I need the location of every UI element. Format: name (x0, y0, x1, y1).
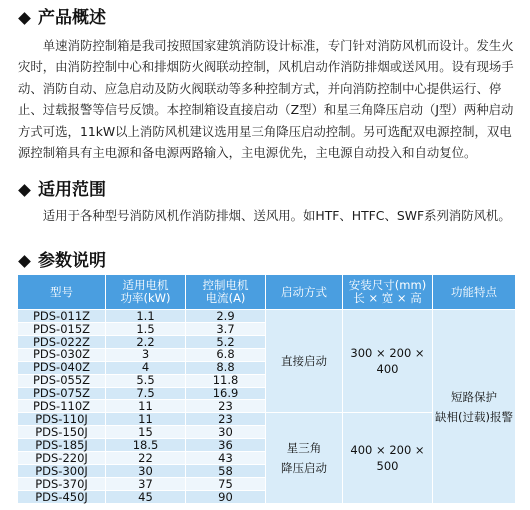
header-install-size: 安装尺寸(mm) 长 × 宽 × 高 (343, 275, 433, 310)
cell-power: 5.5 (106, 374, 186, 387)
cell-install-size-z: 300 × 200 × 400 (343, 310, 433, 413)
cell-model: PDS-450J (18, 490, 106, 503)
cell-power: 30 (106, 465, 186, 478)
cell-power: 7.5 (106, 387, 186, 400)
cell-start-mode-direct: 直接启动 (266, 310, 343, 413)
cell-current: 5.2 (186, 335, 266, 348)
cell-power: 45 (106, 490, 186, 503)
cell-install-size-j: 400 × 200 × 500 (343, 413, 433, 504)
params-heading (16, 250, 106, 272)
cell-model: PDS-055Z (18, 374, 106, 387)
table-header-row (18, 275, 516, 310)
cell-feature: 短路保护 缺相(过载)报警 (433, 310, 516, 504)
cell-model: PDS-011Z (18, 310, 106, 323)
cell-power: 15 (106, 426, 186, 439)
cell-model: PDS-030Z (18, 348, 106, 361)
overview-paragraph: 单速消防控制箱是我司按照国家建筑消防设计标准，专门针对消防风机而设计。发生火灾时，由消防控制中心和排烟防火阀联动控制，风机启动作消防排烟或送风用。设有现场手动、消防自动、应急启动及防火阀联动等多种控制方式，并向消防控制中心提供运行、停止、过载报警等信号反馈。本控制箱设直接启动（Z型）和星三角降压启动（J型）两种启动方式可选，11kW以上消防风机建议选用星三角降压启动控制。另可选配双电源控制，双电源控制箱具有主电源和备电源两路输入，主电源优先，主电源自动投入和自动复位。 (18, 38, 514, 161)
cell-current: 2.9 (186, 310, 266, 323)
cell-model: PDS-220J (18, 452, 106, 465)
cell-model: PDS-040Z (18, 361, 106, 374)
header-feature: 功能特点 (433, 275, 516, 310)
cell-current: 3.7 (186, 322, 266, 335)
cell-current: 58 (186, 465, 266, 478)
header-power: 适用电机 功率(kW) (106, 275, 186, 310)
overview-heading (16, 7, 106, 29)
cell-model: PDS-110J (18, 413, 106, 426)
cell-power: 11 (106, 400, 186, 413)
parameter-table (17, 274, 516, 504)
cell-start-mode-star-delta: 星三角 降压启动 (266, 413, 343, 504)
diamond-bullet-icon (18, 12, 31, 25)
cell-model: PDS-150J (18, 426, 106, 439)
cell-current: 75 (186, 477, 266, 490)
cell-power: 4 (106, 361, 186, 374)
cell-model: PDS-022Z (18, 335, 106, 348)
scope-paragraph: 适用于各种型号消防风机作消防排烟、送风用。如HTF、HTFC、SWF系列消防风机。 (42, 208, 511, 223)
scope-heading (16, 179, 106, 201)
cell-model: PDS-110Z (18, 400, 106, 413)
cell-power: 2.2 (106, 335, 186, 348)
diamond-bullet-icon (18, 255, 31, 268)
params-title: 参数说明 (38, 251, 106, 271)
cell-current: 23 (186, 400, 266, 413)
header-current: 控制电机 电流(A) (186, 275, 266, 310)
cell-current: 30 (186, 426, 266, 439)
cell-model: PDS-075Z (18, 387, 106, 400)
cell-power: 3 (106, 348, 186, 361)
cell-model: PDS-370J (18, 477, 106, 490)
cell-current: 23 (186, 413, 266, 426)
cell-current: 90 (186, 490, 266, 503)
scope-title: 适用范围 (38, 180, 106, 200)
cell-power: 1.1 (106, 310, 186, 323)
header-start-mode: 启动方式 (266, 275, 343, 310)
cell-power: 18.5 (106, 439, 186, 452)
cell-current: 36 (186, 439, 266, 452)
cell-current: 11.8 (186, 374, 266, 387)
diamond-bullet-icon (18, 184, 31, 197)
cell-current: 16.9 (186, 387, 266, 400)
cell-current: 6.8 (186, 348, 266, 361)
cell-power: 11 (106, 413, 186, 426)
table-row (18, 310, 516, 323)
header-model: 型号 (18, 275, 106, 310)
overview-title: 产品概述 (38, 8, 106, 28)
cell-model: PDS-015Z (18, 322, 106, 335)
cell-model: PDS-185J (18, 439, 106, 452)
cell-power: 1.5 (106, 322, 186, 335)
cell-power: 37 (106, 477, 186, 490)
cell-model: PDS-300J (18, 465, 106, 478)
cell-power: 22 (106, 452, 186, 465)
cell-current: 43 (186, 452, 266, 465)
cell-current: 8.8 (186, 361, 266, 374)
